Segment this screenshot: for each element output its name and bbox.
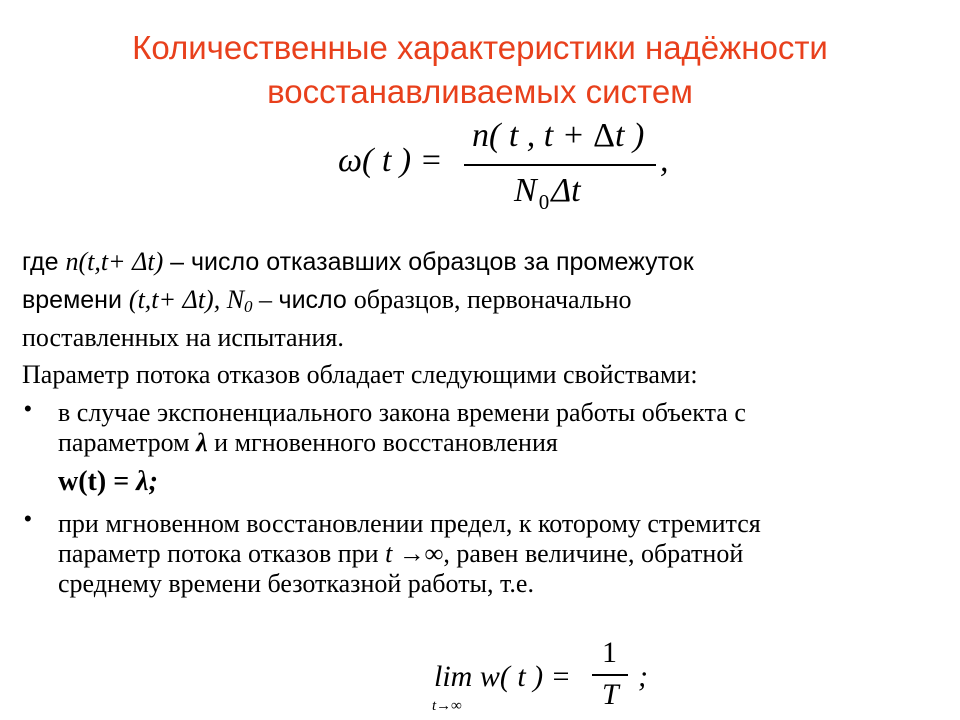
formula-omega-comma: , <box>660 142 669 179</box>
paragraph-4: Параметр потока отказов обладает следующими свойствами: <box>22 360 698 389</box>
bullet-2-text <box>58 509 761 599</box>
formula-limit-denominator: T <box>602 678 619 711</box>
para2-lead: времени <box>22 286 129 314</box>
bullet-2-line-2 <box>58 539 761 569</box>
denominator-N: N <box>514 172 537 209</box>
bullet-1-lambda: λ <box>196 428 208 457</box>
formula-limit-subscript: t→∞ <box>432 698 462 714</box>
para2-expr: (t,t+ Δt), N <box>128 285 245 314</box>
formula-omega-fraction-bar <box>464 164 656 166</box>
paragraph-1 <box>22 246 694 278</box>
bullet-1-line-1: в случае экспоненциального закона времени работы объекта с <box>58 398 746 427</box>
bullet-1-line-2 <box>58 428 746 458</box>
paragraph-3: поставленных на испытания. <box>22 323 344 352</box>
formula-omega-denominator <box>514 172 581 214</box>
formula-omega <box>338 112 678 222</box>
bullet-1-marker: • <box>24 396 32 421</box>
para1-expr: n(t,t+ Δt) <box>65 247 164 276</box>
w-formula-left: w(t) = <box>58 466 137 497</box>
para2-sub: 0 <box>244 297 253 316</box>
bullet-2-t-expr: t →∞ <box>385 539 444 568</box>
bullet-2-marker: • <box>24 506 32 531</box>
paragraph-2 <box>22 284 632 323</box>
formula-omega-lhs: ω( t ) = <box>338 142 443 179</box>
numerator-delta: Δ <box>593 117 616 154</box>
formula-omega-numerator <box>472 117 644 155</box>
denominator-rest: Δt <box>551 172 581 209</box>
bullet-2-line-2a: параметр потока отказов при <box>58 539 386 568</box>
numerator-open: n( t , t + <box>472 117 594 154</box>
formula-limit-numerator: 1 <box>602 636 617 669</box>
formula-limit <box>432 632 672 720</box>
bullet-2-line-3: среднему времени безотказной работы, т.е. <box>58 569 534 598</box>
denominator-subscript: 0 <box>538 190 550 214</box>
bullet-2-line-1: при мгновенном восстановлении предел, к которому стремится <box>58 509 761 538</box>
title-line-1: Количественные характеристики надёжности <box>132 29 828 66</box>
title-line-2: восстанавливаемых систем <box>267 73 693 110</box>
para2-text-serif: образцов, первоначально <box>353 285 632 314</box>
para1-text: – число отказавших образцов за промежуток <box>163 248 694 276</box>
bullet-1-text <box>58 398 746 458</box>
w-equals-lambda-formula <box>58 466 158 498</box>
numerator-close: t ) <box>615 117 645 154</box>
formula-limit-lhs: lim w( t ) = <box>434 660 571 693</box>
bullet-2-line-2b: , равен величине, обратной <box>443 539 744 568</box>
para1-lead: где <box>22 248 66 276</box>
formula-limit-semicolon: ; <box>638 660 648 693</box>
formula-limit-fraction-bar <box>592 674 628 676</box>
bullet-1-line-2a: параметром <box>58 428 197 457</box>
w-formula-lambda: λ; <box>136 466 158 497</box>
para2-text-sans: число <box>278 286 354 314</box>
bullet-1-line-2b: и мгновенного восстановления <box>207 428 558 457</box>
slide-title <box>0 26 960 114</box>
para2-dash: – <box>252 285 279 314</box>
